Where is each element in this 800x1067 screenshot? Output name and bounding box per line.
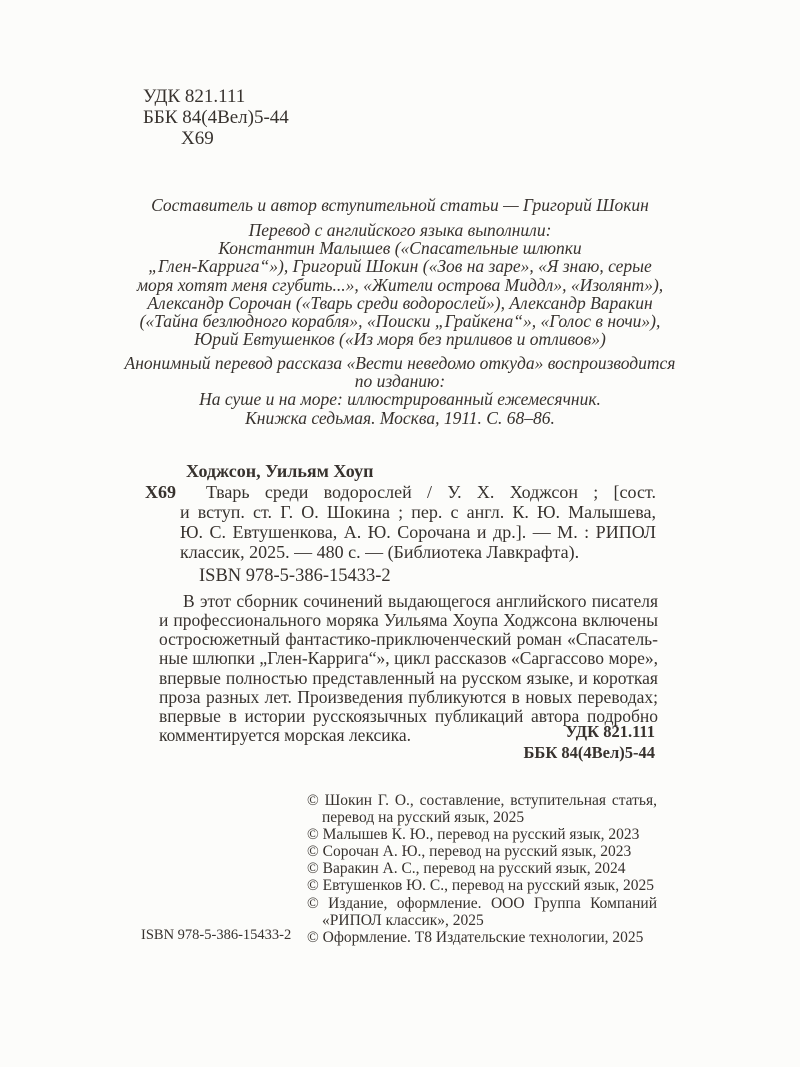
translators-heading: Перевод с английского языка выполнили:	[248, 220, 552, 240]
isbn-number-bottom: ISBN 978-5-386-15433-2	[141, 927, 292, 943]
anon-note-line: Анонимный перевод рассказа «Вести неведомо откуда» воспроизводится	[124, 353, 676, 373]
copyright-line: © Оформление. Т8 Издательские технологии, 2025	[307, 928, 644, 946]
copyright-line: © Варакин А. С., перевод на русский язык, 2024	[307, 860, 626, 878]
catalog-author-sign: Х69	[145, 482, 176, 502]
translators-line: моря хотят меня сгубить...», «Жители острова Миддл», «Изолянт»),	[136, 274, 664, 295]
annotation-line: и профессионального моряка Уильяма Хоупа Ходжсона включены	[159, 610, 658, 631]
copyright-line: © Евтушенков Ю. С., перевод на русский язык, 2025	[307, 877, 654, 895]
annotation-line: комментируется морская лексика.	[159, 725, 412, 746]
catalog-entry-line: Тварь среди водорослей / У. Х. Ходжсон ; [сост.	[206, 482, 656, 502]
compiler-line: Составитель и автор вступительной статьи — Григорий Шокин	[151, 195, 649, 215]
anon-note-line: На суше и на море: иллюстрированный ежемесячник.	[199, 389, 601, 410]
catalog-entry-body	[180, 482, 656, 562]
classification-right-block	[524, 722, 655, 763]
copyright-line-continuation: «РИПОЛ классик», 2025	[322, 911, 484, 929]
catalog-entry-line: классик, 2025. — 480 с. — (Библиотека Лавкрафта).	[180, 542, 580, 562]
annotation-line: впервые в истории русскоязычных публикаций автора подробно	[159, 705, 658, 726]
copyright-list	[307, 792, 657, 946]
classification-top-block	[143, 86, 289, 149]
bbk-code: ББК 84(4Вел)5-44	[143, 107, 289, 128]
copyright-line: © Шокин Г. О., составление, вступительная статья,	[307, 792, 657, 809]
author-sign: Х69	[181, 128, 214, 149]
annotation-line: проза разных лет. Произведения публикуются в новых переводах;	[159, 686, 658, 707]
translators-line: Юрий Евтушенков («Из моря без приливов и отливов»)	[194, 329, 606, 350]
copyright-line: © Сорочан А. Ю., перевод на русский язык, 2023	[307, 843, 632, 861]
anon-note-line: по изданию:	[354, 371, 446, 392]
translators-line: Константин Малышев («Спасательные шлюпки	[218, 238, 582, 259]
translators-line: Александр Сорочан («Тварь среди водорослей»), Александр Варакин	[147, 292, 653, 313]
udk-code-right: УДК 821.111	[565, 722, 655, 741]
bbk-code-right: ББК 84(4Вел)5-44	[523, 742, 655, 762]
catalog-entry-line: Ю. С. Евтушенкова, А. Ю. Сорочана и др.]. — М. : РИПОЛ	[180, 522, 656, 542]
translators-line: „Глен-Каррига“»), Григорий Шокин («Зов на заре», «Я знаю, серые	[148, 256, 652, 277]
translators-block	[0, 221, 800, 348]
copyright-line: © Издание, оформление. ООО Группа Компаний	[307, 894, 657, 912]
copyright-line: © Малышев К. Ю., перевод на русский язык, 2023	[307, 826, 640, 844]
annotation-line: ные шлюпки „Глен-Каррига“», цикл рассказов «Саргассово море»,	[159, 648, 658, 669]
anonymous-translation-note	[0, 354, 800, 427]
translators-line: («Тайна безлюдного корабля», «Поиски „Грайкена“», «Голос в ночи»),	[139, 311, 661, 332]
annotation-line: остросюжетный фантастико-приключенческий роман «Спасатель-	[159, 629, 658, 650]
catalog-entry-line: и вступ. ст. Г. О. Шокина ; пер. с англ. К. Ю. Малышева,	[180, 502, 656, 522]
annotation-line: В этот сборник сочинений выдающегося английского писателя	[183, 591, 658, 611]
udk-code: УДК 821.111	[143, 86, 246, 107]
annotation-line: впервые полностью представленный на русском языке, и короткая	[159, 667, 658, 688]
compiler-credit	[0, 196, 800, 214]
anon-note-line: Книжка седьмая. Москва, 1911. С. 68–86.	[245, 407, 555, 428]
copyright-line-continuation: перевод на русский язык, 2025	[322, 809, 525, 827]
catalog-author-heading: Ходжсон, Уильям Хоуп	[186, 461, 374, 481]
isbn-number: ISBN 978-5-386-15433-2	[199, 566, 391, 586]
